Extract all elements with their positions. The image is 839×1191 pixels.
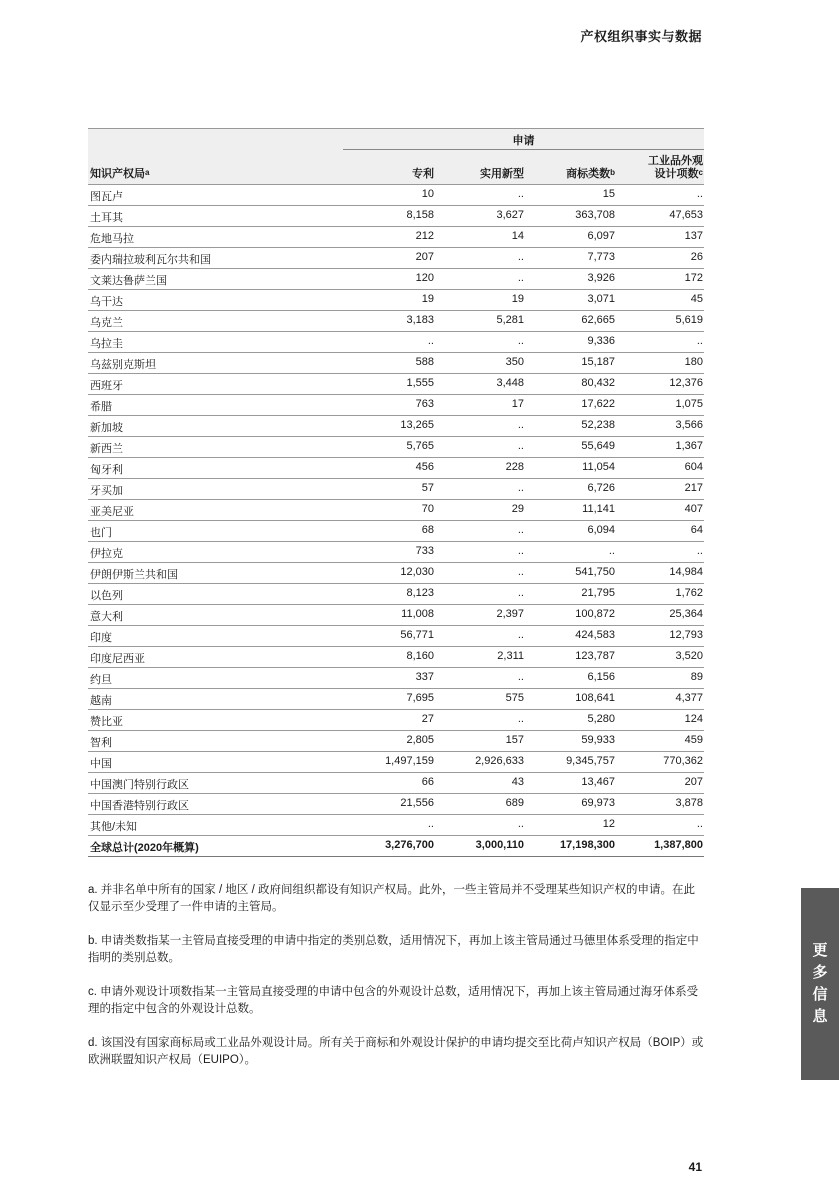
utility-models-value: 2,926,633 xyxy=(475,755,524,767)
patents-value: 120 xyxy=(415,272,434,284)
group-underline xyxy=(343,149,704,150)
utility-models-value: 17 xyxy=(511,398,524,410)
total-patents: 3,276,700 xyxy=(385,839,434,851)
utility-models-value: .. xyxy=(517,419,524,431)
table-row xyxy=(88,290,704,311)
utility-models-value: 5,281 xyxy=(496,314,524,326)
footnotes xyxy=(88,882,706,1086)
office-name: 越南 xyxy=(90,695,112,707)
table-row xyxy=(88,584,704,605)
industrial-designs-value: 45 xyxy=(690,293,703,305)
office-name: 西班牙 xyxy=(90,380,123,392)
footnote-b: b. 申请类数指某一主管局直接受理的申请中指定的类别总数，适用情况下，再加上该主管局通过马德里体系受理的指定中指明的类别总数。 xyxy=(88,935,699,964)
table-row xyxy=(88,227,704,248)
office-name: 伊朗伊斯兰共和国 xyxy=(90,569,178,581)
industrial-designs-value: 4,377 xyxy=(675,692,703,704)
table-row xyxy=(88,773,704,794)
utility-models-value: .. xyxy=(517,335,524,347)
table-row xyxy=(88,248,704,269)
trademark-classes-value: 6,094 xyxy=(587,524,615,536)
table-row xyxy=(88,437,704,458)
industrial-designs-value: 25,364 xyxy=(669,608,703,620)
table-row xyxy=(88,605,704,626)
patents-value: 1,497,159 xyxy=(385,755,434,767)
office-name: 中国 xyxy=(90,758,112,770)
table-row xyxy=(88,752,704,773)
utility-models-value: .. xyxy=(517,545,524,557)
header-industrial-designs: 工业品外观 设计项数$^c$ xyxy=(648,155,703,180)
table-row xyxy=(88,563,704,584)
office-name: 伊拉克 xyxy=(90,548,123,560)
utility-models-value: .. xyxy=(517,524,524,536)
office-name: 牙买加 xyxy=(90,485,123,497)
patents-value: 8,160 xyxy=(406,650,434,662)
trademark-classes-value: 363,708 xyxy=(575,209,615,221)
patents-value: 56,771 xyxy=(400,629,434,641)
patents-value: 1,555 xyxy=(406,377,434,389)
utility-models-value: .. xyxy=(517,629,524,641)
industrial-designs-value: 3,878 xyxy=(675,797,703,809)
patents-value: 588 xyxy=(415,356,434,368)
industrial-designs-value: .. xyxy=(696,818,703,830)
patents-value: 19 xyxy=(421,293,434,305)
table-row xyxy=(88,689,704,710)
industrial-designs-value: 172 xyxy=(684,272,703,284)
patents-value: 57 xyxy=(421,482,434,494)
header-office: 知识产权局$^a$ xyxy=(90,168,150,180)
table-row xyxy=(88,269,704,290)
trademark-classes-value: 7,773 xyxy=(587,251,615,263)
side-tab-char: 多 xyxy=(812,964,828,981)
patents-value: 8,158 xyxy=(406,209,434,221)
patents-value: 68 xyxy=(421,524,434,536)
patents-value: 456 xyxy=(415,461,434,473)
table-row xyxy=(88,521,704,542)
trademark-classes-value: 6,726 xyxy=(587,482,615,494)
trademark-classes-value: 3,071 xyxy=(587,293,615,305)
industrial-designs-value: 47,653 xyxy=(669,209,703,221)
trademark-classes-value: 5,280 xyxy=(587,713,615,725)
industrial-designs-value: .. xyxy=(696,545,703,557)
table-row xyxy=(88,626,704,647)
trademark-classes-value: 80,432 xyxy=(581,377,615,389)
column-group-header xyxy=(88,128,704,149)
table-row xyxy=(88,311,704,332)
trademark-classes-value: 52,238 xyxy=(581,419,615,431)
utility-models-value: .. xyxy=(517,671,524,683)
office-name: 危地马拉 xyxy=(90,233,134,245)
statistics-table xyxy=(88,128,704,857)
utility-models-value: 2,311 xyxy=(497,650,524,662)
office-name: 乌拉圭 xyxy=(90,338,123,350)
table-row xyxy=(88,458,704,479)
utility-models-value: .. xyxy=(517,482,524,494)
industrial-designs-value: 217 xyxy=(684,482,703,494)
patents-value: 2,805 xyxy=(406,734,434,746)
footnote-a: a. 并非名单中所有的国家 / 地区 / 政府间组织都设有知识产权局。此外，一些主管局并不受理某些知识产权的申请。在此仅显示至少受理了一件申请的主管局。 xyxy=(88,884,695,913)
office-name: 印度 xyxy=(90,632,112,644)
utility-models-value: 3,448 xyxy=(496,377,524,389)
utility-models-value: .. xyxy=(517,440,524,452)
trademark-classes-value: 100,872 xyxy=(575,608,615,620)
industrial-designs-value: 407 xyxy=(684,503,703,515)
patents-value: 66 xyxy=(421,776,434,788)
trademark-classes-value: 13,467 xyxy=(581,776,615,788)
office-name: 文莱达鲁萨兰国 xyxy=(90,275,167,287)
office-name: 土耳其 xyxy=(90,212,123,224)
industrial-designs-value: 124 xyxy=(684,713,703,725)
utility-models-value: 3,627 xyxy=(496,209,524,221)
table-row xyxy=(88,542,704,563)
trademark-classes-value: .. xyxy=(608,545,615,557)
header-trademark-classes: 商标类数$^b$ xyxy=(566,168,615,180)
industrial-designs-value: 26 xyxy=(690,251,703,263)
industrial-designs-value: 1,367 xyxy=(675,440,703,452)
patents-value: .. xyxy=(427,818,434,830)
more-info-tab[interactable] xyxy=(801,888,839,1080)
office-name: 约旦 xyxy=(90,674,112,686)
office-name: 希腊 xyxy=(90,401,112,413)
utility-models-value: 19 xyxy=(511,293,524,305)
trademark-classes-value: 6,156 xyxy=(587,671,615,683)
trademark-classes-value: 12 xyxy=(602,818,615,830)
industrial-designs-value: 1,762 xyxy=(675,587,703,599)
column-header-row xyxy=(88,149,704,185)
patents-value: 207 xyxy=(415,251,434,263)
utility-models-value: .. xyxy=(517,272,524,284)
office-name: 印度尼西亚 xyxy=(90,653,145,665)
trademark-classes-value: 3,926 xyxy=(587,272,615,284)
industrial-designs-value: 14,984 xyxy=(669,566,703,578)
table-row xyxy=(88,710,704,731)
trademark-classes-value: 15,187 xyxy=(581,356,615,368)
industrial-designs-value: 5,619 xyxy=(675,314,703,326)
patents-value: 27 xyxy=(421,713,434,725)
patents-value: 13,265 xyxy=(400,419,434,431)
patents-value: 3,183 xyxy=(406,314,434,326)
applications-group-label: 申请 xyxy=(512,135,535,147)
office-name: 智利 xyxy=(90,737,112,749)
office-name: 其他/未知 xyxy=(90,821,138,833)
industrial-designs-value: .. xyxy=(696,188,703,200)
industrial-designs-value: 3,566 xyxy=(675,419,703,431)
patents-value: .. xyxy=(427,335,434,347)
utility-models-value: 29 xyxy=(511,503,524,515)
patents-value: 337 xyxy=(415,671,434,683)
table-body xyxy=(88,185,704,836)
trademark-classes-value: 6,097 xyxy=(587,230,615,242)
patents-value: 11,008 xyxy=(401,608,434,620)
table-row xyxy=(88,479,704,500)
trademark-classes-value: 9,336 xyxy=(587,335,615,347)
office-name: 意大利 xyxy=(90,611,123,623)
side-tab-char: 息 xyxy=(812,1008,828,1025)
patents-value: 10 xyxy=(421,188,434,200)
footnote-d: d. 该国没有国家商标局或工业品外观设计局。所有关于商标和外观设计保护的申请均提交至比荷卢知识产权局（BOIP）或欧洲联盟知识产权局（EUIPO）。 xyxy=(88,1037,704,1066)
office-name: 新西兰 xyxy=(90,443,123,455)
patents-value: 7,695 xyxy=(406,692,434,704)
side-tab-char: 更 xyxy=(812,942,828,959)
trademark-classes-value: 55,649 xyxy=(581,440,615,452)
office-name: 匈牙利 xyxy=(90,464,123,476)
trademark-classes-value: 123,787 xyxy=(575,650,615,662)
utility-models-value: 43 xyxy=(511,776,524,788)
table-row xyxy=(88,500,704,521)
table-row xyxy=(88,731,704,752)
table-row xyxy=(88,815,704,836)
page-number: 41 xyxy=(688,1160,702,1174)
office-name: 以色列 xyxy=(90,590,123,602)
office-name: 也门 xyxy=(90,527,112,539)
side-tab-char: 信 xyxy=(812,986,828,1003)
utility-models-value: 350 xyxy=(505,356,524,368)
industrial-designs-value: 89 xyxy=(690,671,703,683)
table-row xyxy=(88,668,704,689)
office-name: 乌干达 xyxy=(90,296,123,308)
industrial-designs-value: 1,075 xyxy=(675,398,703,410)
header-patents: 专利 xyxy=(412,168,434,180)
table-row xyxy=(88,416,704,437)
office-name: 新加坡 xyxy=(90,422,123,434)
industrial-designs-value: 3,520 xyxy=(675,650,703,662)
table-row xyxy=(88,332,704,353)
patents-value: 5,765 xyxy=(406,440,434,452)
industrial-designs-value: .. xyxy=(696,335,703,347)
table-total-row xyxy=(88,836,704,857)
table-row xyxy=(88,794,704,815)
utility-models-value: .. xyxy=(517,251,524,263)
utility-models-value: 689 xyxy=(505,797,524,809)
patents-value: 212 xyxy=(415,230,434,242)
trademark-classes-value: 15 xyxy=(602,188,615,200)
utility-models-value: .. xyxy=(517,818,524,830)
office-name: 赞比亚 xyxy=(90,716,123,728)
patents-value: 733 xyxy=(415,545,434,557)
header-utility-models: 实用新型 xyxy=(480,168,524,180)
utility-models-value: .. xyxy=(517,587,524,599)
office-name: 委内瑞拉玻利瓦尔共和国 xyxy=(90,254,211,266)
trademark-classes-value: 59,933 xyxy=(581,734,615,746)
industrial-designs-value: 604 xyxy=(684,461,703,473)
trademark-classes-value: 11,054 xyxy=(582,461,615,473)
table-row xyxy=(88,374,704,395)
table-row xyxy=(88,353,704,374)
industrial-designs-value: 12,793 xyxy=(669,629,703,641)
trademark-classes-value: 541,750 xyxy=(575,566,615,578)
utility-models-value: .. xyxy=(517,566,524,578)
patents-value: 70 xyxy=(421,503,434,515)
utility-models-value: .. xyxy=(517,713,524,725)
industrial-designs-value: 64 xyxy=(690,524,703,536)
trademark-classes-value: 62,665 xyxy=(581,314,615,326)
trademark-classes-value: 424,583 xyxy=(575,629,615,641)
trademark-classes-value: 11,141 xyxy=(582,503,615,515)
industrial-designs-value: 207 xyxy=(684,776,703,788)
industrial-designs-value: 770,362 xyxy=(663,755,703,767)
table-row xyxy=(88,647,704,668)
patents-value: 12,030 xyxy=(400,566,434,578)
trademark-classes-value: 69,973 xyxy=(581,797,615,809)
utility-models-value: 575 xyxy=(505,692,524,704)
total-label: 全球总计(2020年概算) xyxy=(90,842,199,854)
industrial-designs-value: 459 xyxy=(684,734,703,746)
office-name: 乌克兰 xyxy=(90,317,123,329)
trademark-classes-value: 108,641 xyxy=(575,692,615,704)
utility-models-value: 2,397 xyxy=(496,608,524,620)
office-name: 乌兹别克斯坦 xyxy=(90,359,156,371)
patents-value: 8,123 xyxy=(406,587,434,599)
industrial-designs-value: 180 xyxy=(684,356,703,368)
utility-models-value: .. xyxy=(517,188,524,200)
patents-value: 763 xyxy=(415,398,434,410)
trademark-classes-value: 17,622 xyxy=(581,398,615,410)
total-utility-models: 3,000,110 xyxy=(475,839,524,851)
utility-models-value: 157 xyxy=(505,734,524,746)
utility-models-value: 14 xyxy=(511,230,524,242)
industrial-designs-value: 12,376 xyxy=(669,377,703,389)
office-name: 亚美尼亚 xyxy=(90,506,134,518)
total-trademark-classes: 17,198,300 xyxy=(559,839,615,851)
office-name: 中国澳门特别行政区 xyxy=(90,779,189,791)
office-name: 图瓦卢 xyxy=(90,191,123,203)
table-row xyxy=(88,395,704,416)
industrial-designs-value: 137 xyxy=(684,230,703,242)
footnote-c: c. 申请外观设计项数指某一主管局直接受理的申请中包含的外观设计总数，适用情况下，再加上该主管局通过海牙体系受理的指定中包含的外观设计总数。 xyxy=(88,986,699,1015)
table-row xyxy=(88,206,704,227)
table-row xyxy=(88,185,704,206)
trademark-classes-value: 9,345,757 xyxy=(566,755,615,767)
utility-models-value: 228 xyxy=(505,461,524,473)
page-header-title: 产权组织事实与数据 xyxy=(580,29,702,44)
total-industrial-designs: 1,387,800 xyxy=(654,839,703,851)
trademark-classes-value: 21,795 xyxy=(581,587,615,599)
office-name: 中国香港特别行政区 xyxy=(90,800,189,812)
patents-value: 21,556 xyxy=(400,797,434,809)
